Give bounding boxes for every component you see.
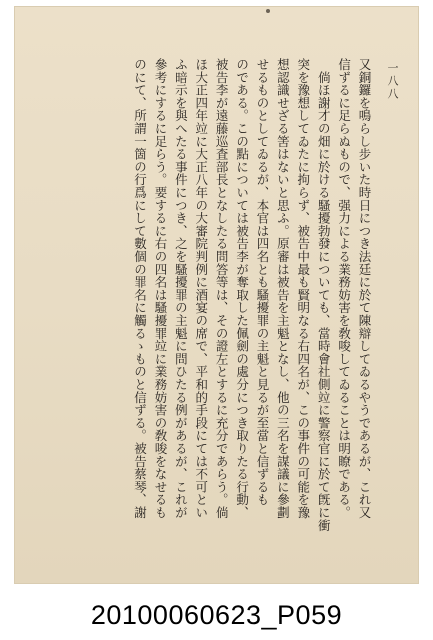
text-line: 突を豫想してゐたに拘らず、被告中最も賢明なる右四名が、この事件の可能を豫 <box>295 58 311 519</box>
text-line: 想認識せざる筈はないと思ふ。原審は被告を主魁となし、他の三名を謀議に參劃 <box>275 58 291 519</box>
text-line: 倘ほ謝才の畑に於ける騷擾勃發についても、當時會社側竝に警察官に於て旣に衝 <box>316 58 332 532</box>
text-line: 參考にするに足らう。要するに右の四名は騷擾罪竝に業務妨害の敎唆をなせるも <box>152 58 168 519</box>
document-page <box>14 6 419 584</box>
text-line: 又銅鑼を鳴らし步いた時日につき法廷に於て陳辯してゐるやうであるが、これ又 <box>357 58 372 519</box>
binding-hole <box>266 9 270 13</box>
text-line: ふ暗示を與へたる事件につき、之を騷擾罪の主魁に問ひたる例があるが、これが <box>173 58 189 519</box>
text-line: 信ずるに足らぬもので、强力による業務妨害を敎唆してゐることは明瞭である。 <box>336 58 352 519</box>
body-text <box>106 58 374 534</box>
page-number: 一八八 <box>386 62 399 101</box>
text-line: のである。この點については被告李が奪取した佩劍の處分につき取りたる行動、 <box>234 58 250 519</box>
image-id-caption: 20100060623_P059 <box>90 600 343 630</box>
text-line: せるものとしてゐるが、本官は四名とも騷擾罪の主魁と見るが至當と信ずるも <box>254 58 270 506</box>
text-line: 被告李が遠藤巡査部長となしたる問答等は、その證左とするに充分であらう。倘 <box>214 58 230 519</box>
text-line: のにて、所謂一箇の行爲にして數個の罪名に觸るゝものと信ずる。被告蔡琴、謝 <box>132 58 148 519</box>
text-line: ほ大正四年竝に大正八年の大審院判例に酒宴の席で、平和的手段にては不可とい <box>193 58 209 519</box>
